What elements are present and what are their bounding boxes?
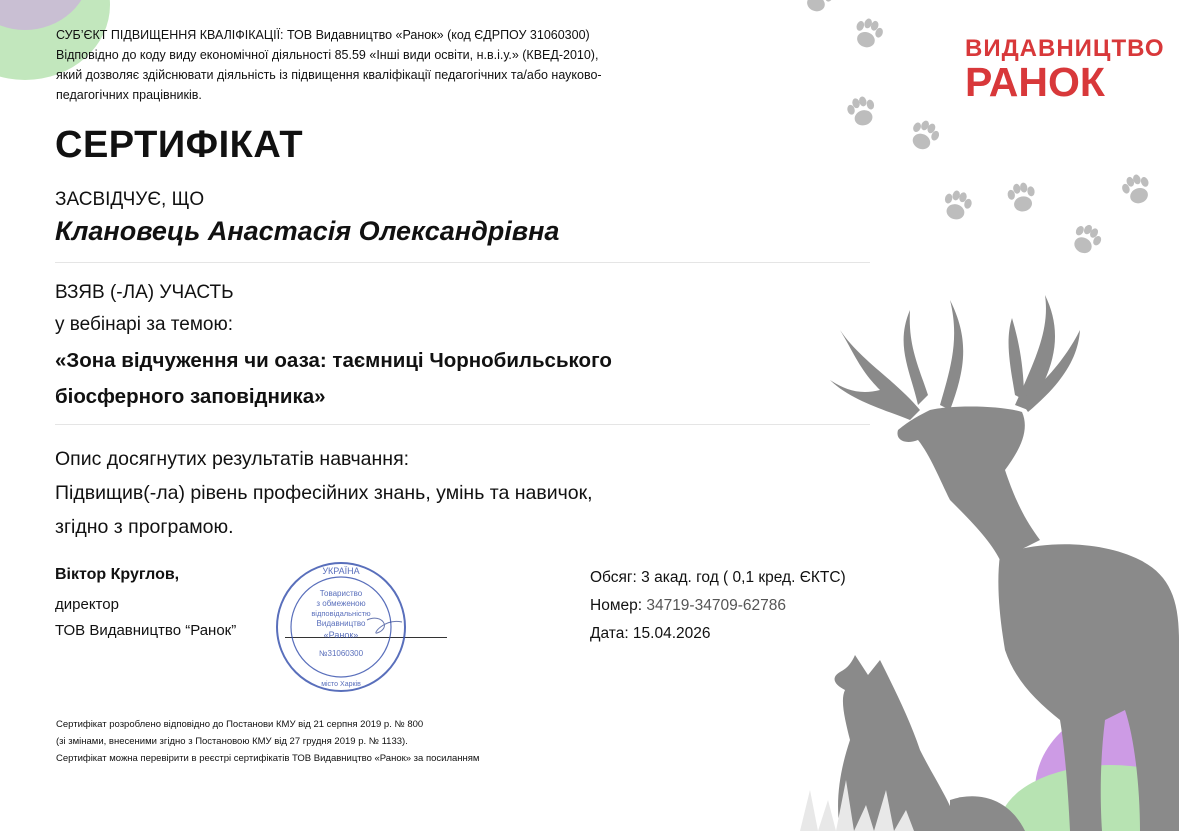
webinar-label: у вебінарі за темою: [55,314,234,335]
footer-line: (зі змінами, внесеними згідно з Постановою КМУ від 27 грудня 2019 р. № 1133). [56,736,408,747]
fox-silhouette [835,655,1025,831]
stamp-code: №31060300 [318,649,364,658]
header-line: педагогічних працівників. [56,88,202,102]
issue-date: Дата: 15.04.2026 [590,625,711,642]
signer-org: ТОВ Видавництво “Ранок” [55,622,237,639]
stamp-bottom-text: місто Харків [321,681,361,688]
paw-icon [1119,171,1154,207]
stamp-inner-text: «Ранок» [323,630,359,640]
header-line: який дозволяє здійснювати діяльність із підвищення кваліфікації педагогічних та/або науково- [56,68,602,82]
divider [55,424,870,425]
results-line: Підвищив(-ла) рівень професійних знань, умінь та навичок, [55,482,593,504]
logo-line-1: ВИДАВНИЦТВО [965,35,1165,62]
footer-legal-text [56,716,479,767]
took-part-label: ВЗЯВ (-ЛА) УЧАСТЬ [55,282,234,303]
footer-line: Сертифікат можна перевірити в реєстрі сертифікатів ТОВ Видавництво «Ранок» за посиланням [56,753,480,764]
signer-role: директор [55,596,119,613]
webinar-topic [55,343,815,415]
official-stamp [272,558,410,696]
certificate-title: СЕРТИФІКАТ [55,124,304,166]
paw-icon [1067,220,1105,258]
number-label: Номер: [590,597,647,614]
stamp-inner-text: Товариство [319,589,363,598]
paw-icon [845,94,879,129]
certificate-meta [590,564,846,648]
certificate-number: 34719-34709-62786 [646,597,786,614]
divider [55,262,870,263]
topic-line: біосферного заповідника» [55,385,326,408]
results-heading: Опис досягнутих результатів навчання: [55,448,410,470]
paw-icon [851,15,886,51]
logo-line-2: РАНОК [965,59,1105,105]
stamp-top-text: УКРАЇНА [322,566,360,576]
number-row [590,592,846,620]
paw-icon [940,188,974,223]
header-line: СУБ’ЄКТ ПІДВИЩЕННЯ КВАЛІФІКАЦІЇ: ТОВ Видавництво «Ранок» (код ЄДРПОУ 31060300) [56,28,590,42]
paw-icon [801,0,836,15]
header-line: Відповідно до коду виду економічної діяльності 85.59 «Інші види освіти, н.в.і.у.» (КВЕД-2010), [56,48,599,62]
certifies-label: ЗАСВІДЧУЄ, ЩО [55,189,205,210]
signer-name: Віктор Круглов, [55,566,180,583]
nature-artwork [800,0,1179,831]
header-legal-text [56,25,756,105]
footer-line: Сертифікат розроблено відповідно до Постанови КМУ від 21 серпня 2019 р. № 800 [56,719,424,730]
topic-line: «Зона відчуження чи оаза: таємниці Чорнобильського [55,349,612,372]
stamp-inner-text: Видавництво [316,619,366,628]
stamp-inner-text: з обмеженою [316,599,366,608]
results-line: згідно з програмою. [55,516,234,538]
volume: Обсяг: 3 акад. год ( 0,1 кред. ЄКТС) [590,569,846,586]
paw-icon [1006,181,1038,214]
recipient-name: Клановець Анастасія Олександрівна [55,216,560,246]
stamp-inner-text: відповідальністю [311,609,371,618]
publisher-logo [965,35,1165,105]
learning-results [55,442,593,544]
paw-icon [906,117,943,154]
